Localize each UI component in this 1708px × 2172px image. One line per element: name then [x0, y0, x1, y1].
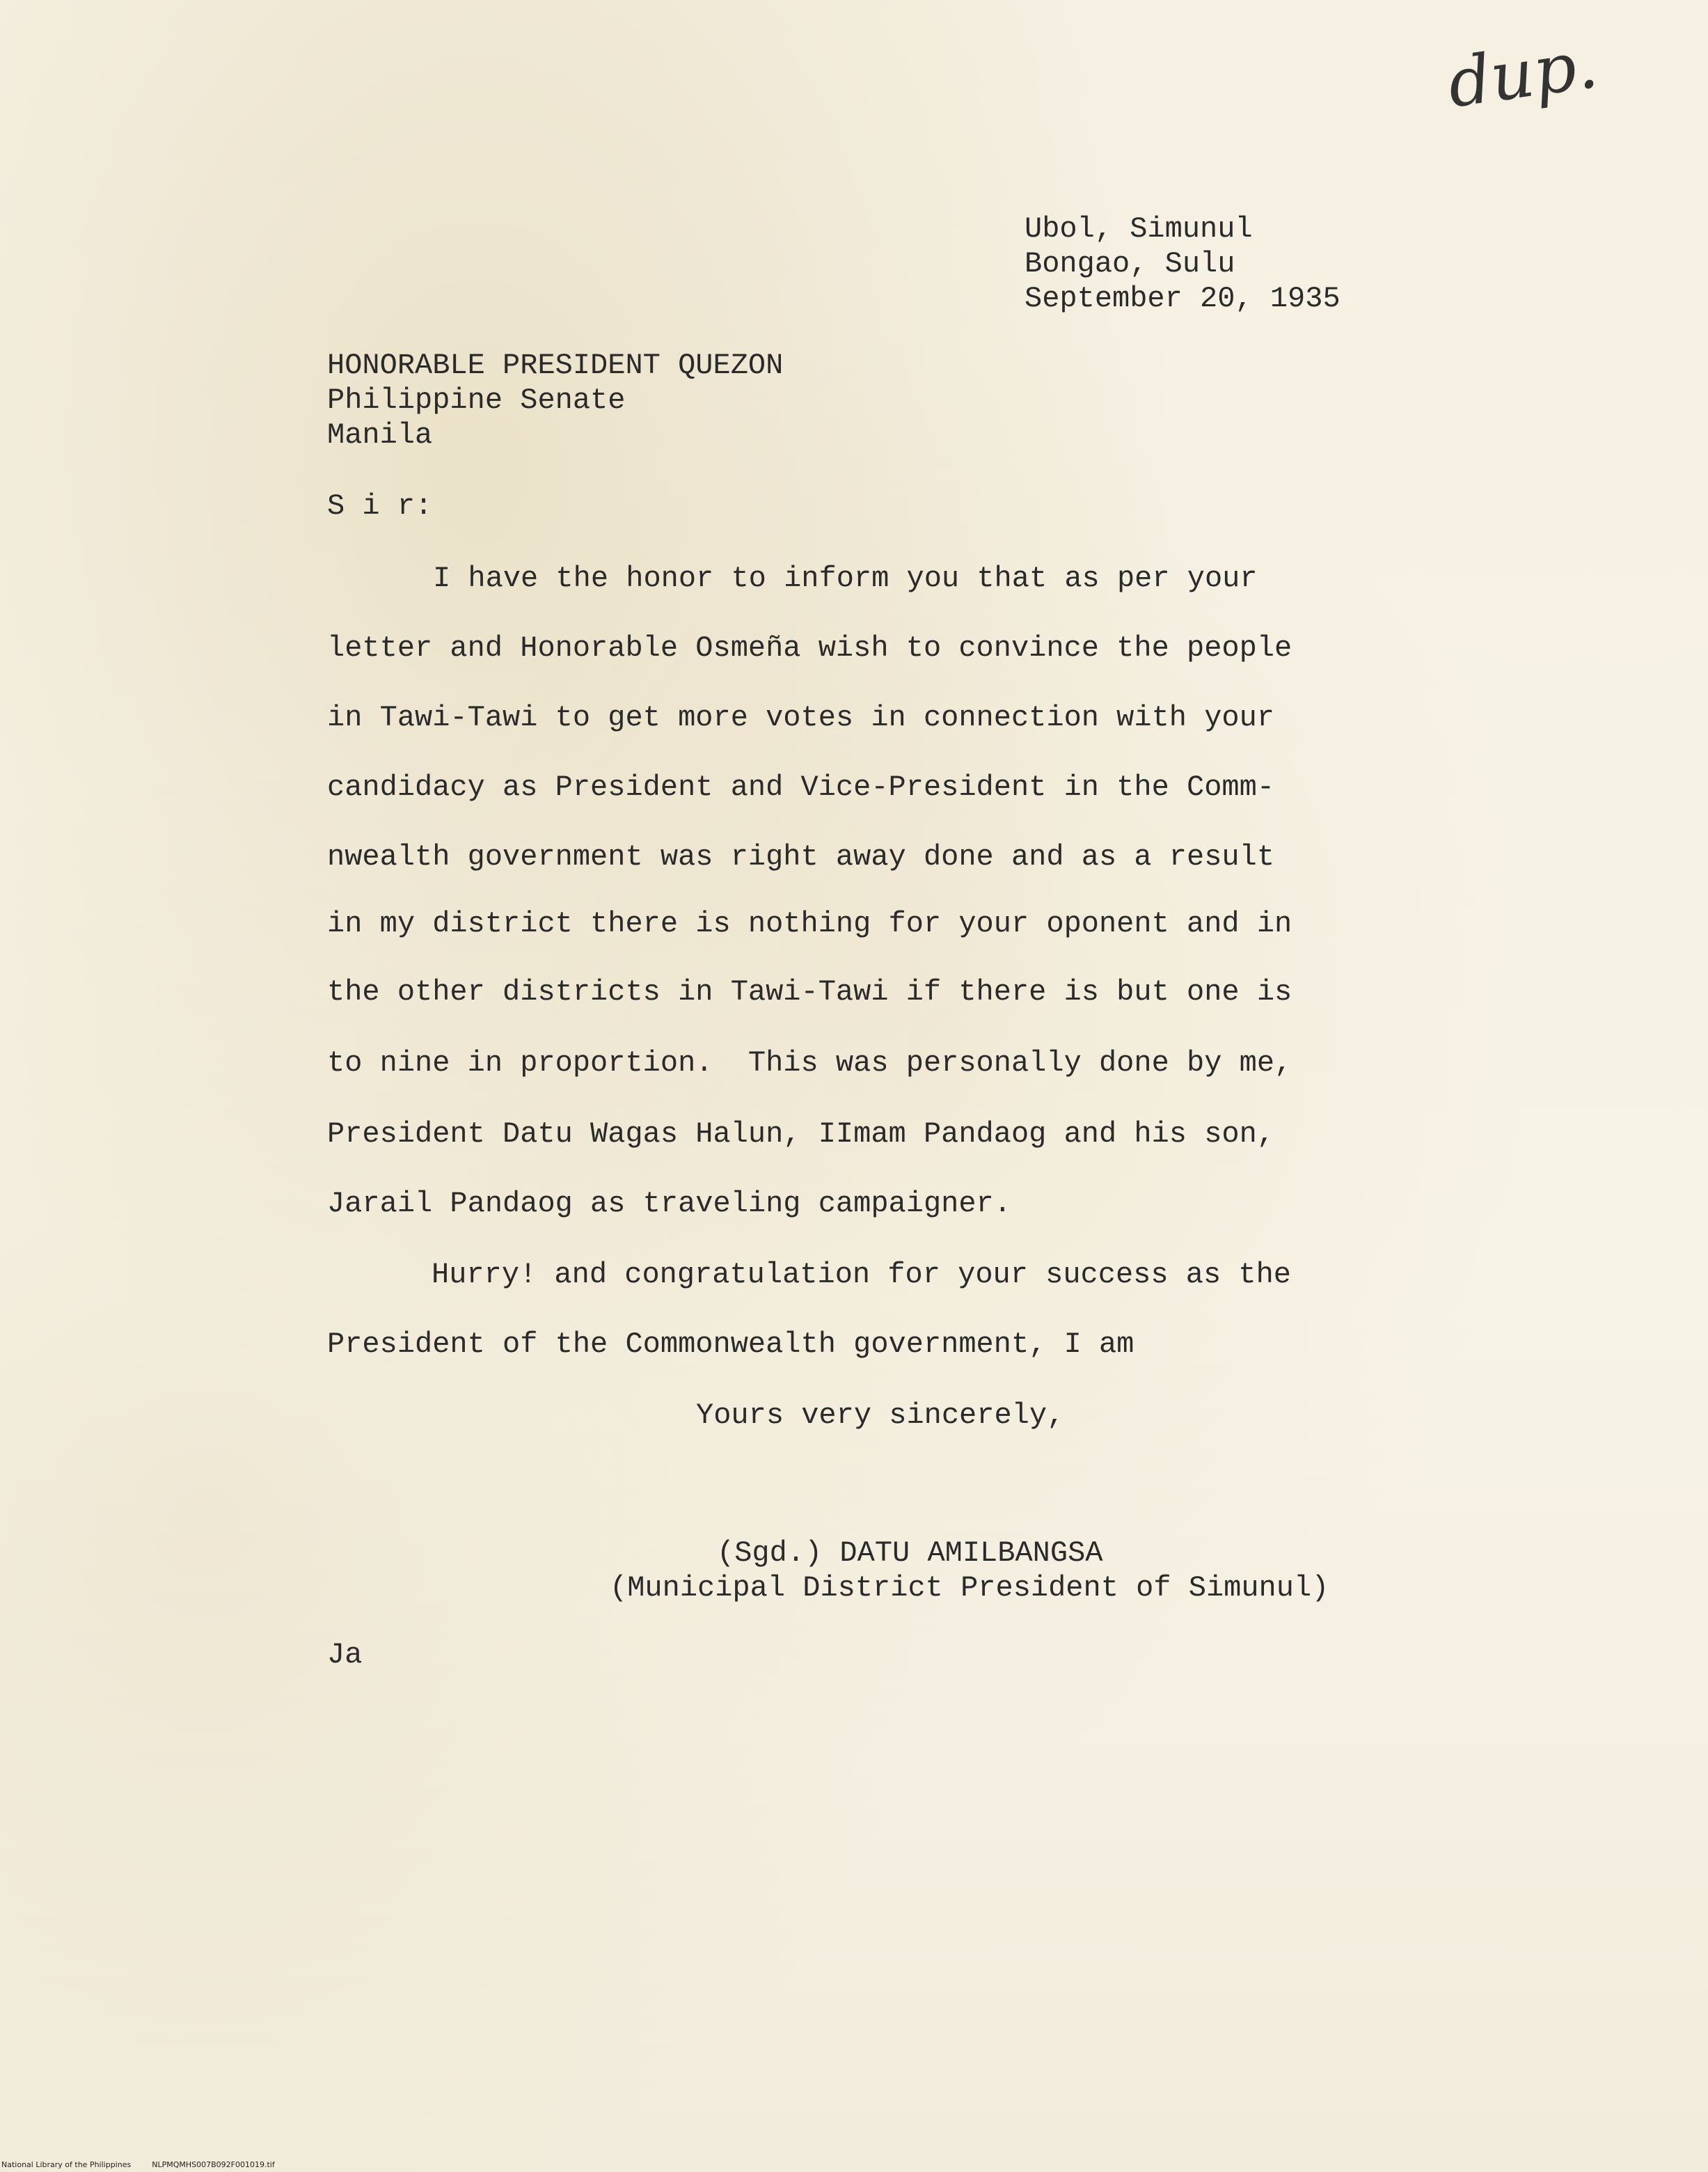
recipient-line: Manila	[327, 418, 433, 452]
address-line: Bongao, Sulu	[1025, 247, 1235, 281]
handwritten-note: dup.	[1443, 24, 1602, 123]
body-line: in my district there is nothing for your oponent and in	[327, 907, 1292, 941]
body-line: letter and Honorable Osmeña wish to convince the people	[327, 631, 1292, 665]
recipient-line: Philippine Senate	[327, 384, 626, 417]
body-line: nwealth government was right away done and as a result	[327, 840, 1275, 874]
salutation: S i r:	[327, 489, 433, 523]
library-name: National Library of the Philippines	[1, 2160, 132, 2169]
body-line: Hurry! and congratulation for your success as the	[432, 1258, 1292, 1291]
body-line: Jarail Pandaog as traveling campaigner.	[327, 1187, 1011, 1220]
address-line: Ubol, Simunul	[1025, 212, 1253, 246]
body-line: candidacy as President and Vice-President in the Comm-	[327, 771, 1275, 804]
body-line: I have the honor to inform you that as per your	[433, 562, 1258, 595]
body-line: to nine in proportion. This was personally done by me,	[327, 1046, 1292, 1080]
body-line: President of the Commonwealth government, I am	[327, 1328, 1134, 1361]
file-id: NLPMQMHS007B092F001019.tif	[152, 2160, 275, 2169]
letter-date: September 20, 1935	[1025, 282, 1341, 315]
recipient-name: HONORABLE PRESIDENT QUEZON	[327, 349, 784, 382]
body-line: President Datu Wagas Halun, IImam Pandaog and his son,	[327, 1117, 1275, 1151]
signature-title: (Municipal District President of Simunul)	[610, 1571, 1329, 1605]
archive-footer	[0, 2158, 628, 2172]
body-line: in Tawi-Tawi to get more votes in connection with your	[327, 701, 1275, 734]
typist-initials: Ja	[327, 1638, 363, 1671]
closing: Yours very sincerely,	[696, 1399, 1065, 1432]
signature-name: (Sgd.) DATU AMILBANGSA	[717, 1536, 1103, 1570]
body-line: the other districts in Tawi-Tawi if there is but one is	[327, 975, 1292, 1009]
